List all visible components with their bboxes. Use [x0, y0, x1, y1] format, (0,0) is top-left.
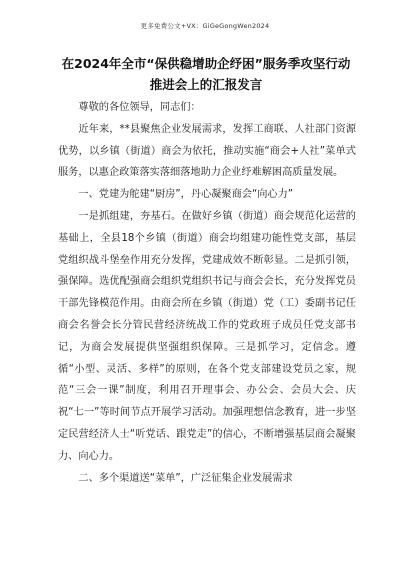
document-body — [58, 97, 356, 489]
section-heading-1: 一、党建为舵建“厨房”，丹心凝聚商会“向心力” — [78, 189, 294, 201]
paragraph-intro: 近年来，**县聚焦企业发展需求，发挥工商联、人社部门资源优势，以乡镇（街道）商会为依托，推动实施“商会+人社”菜单式服务，以惠企政策落实落细落地助力企业纾难解困高质量发展。 — [58, 123, 356, 179]
document-title: 在2024年全市“保供稳增助企纾困”服务季攻坚行动推进会上的汇报发言 — [61, 56, 351, 92]
section-heading-2: 二、多个渠道送“菜单”，广泛征集企业发展需求 — [78, 472, 293, 484]
paragraph-section-1: 一是抓组建，夯基石。在做好乡镇（街道）商会规范化运营的基础上，全县18个乡镇（街道）商会均组建功能性党支部，基层党组织战斗堡垒作用充分发挥，党建成效不断彰显。二是抓引领，强保障。选优配强商会组织党组织书记与商会会长，充分发挥党员干部先锋模范作用。由商会所在乡镇（街道）党（工）委副书记任商会名誉会长分管民营经济统战工作的党政班子成员任党支部书记，为商会发展提供坚强组织保障。三是抓学习，定信念。遵循“小型、灵活、多样”的原则，在各个党支部建设党员之家，规范“三会一课”制度，利用召开理事会、办公会、会员大会、庆祝“七一”等时间节点开展学习活动。加强理想信念教育，进一步坚定民营经济人士“听党话、跟党走”的信心，不断增强基层商会凝聚力、向心力。 — [58, 210, 356, 462]
salutation: 尊敬的各位领导，同志们： — [78, 102, 201, 113]
header-note: 更多免费公文+VX：GiGeGongWen2024 — [140, 22, 270, 30]
